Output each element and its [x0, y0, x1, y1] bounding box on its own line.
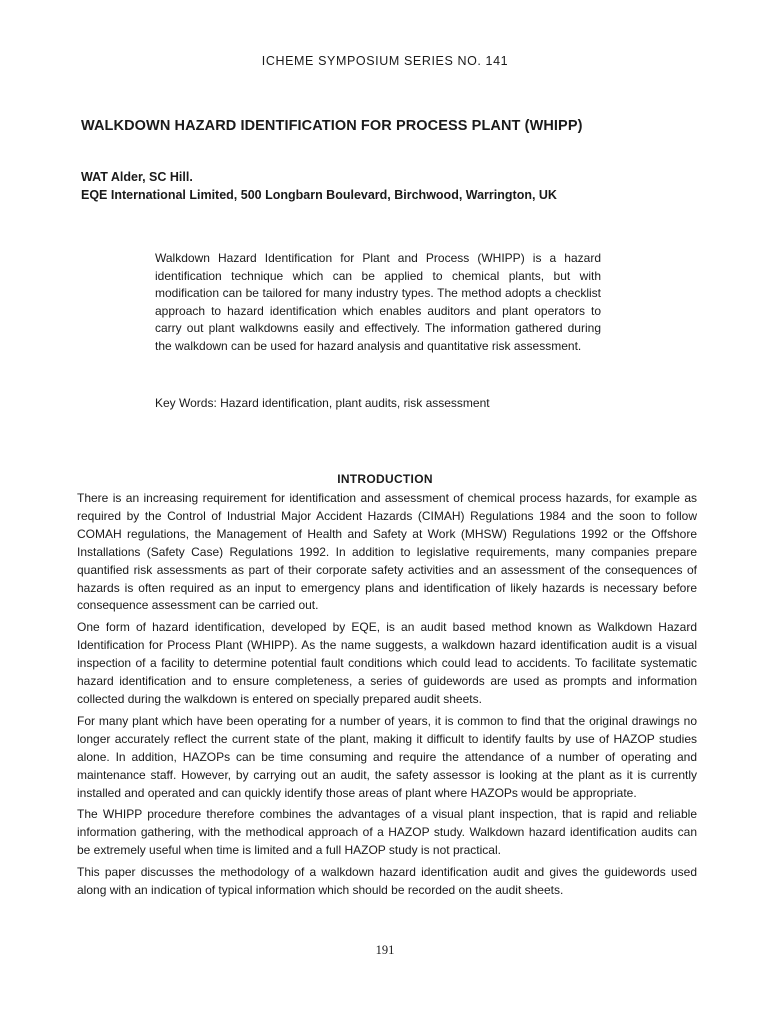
keywords: Key Words: Hazard identification, plant audits, risk assessment — [155, 396, 490, 410]
author-affiliation: EQE International Limited, 500 Longbarn Boulevard, Birchwood, Warrington, UK — [81, 188, 557, 202]
author-names: WAT Alder, SC Hill. — [81, 170, 193, 184]
paragraph: This paper discusses the methodology of a walkdown hazard identification audit and gives the guidewords used along with an indication of typical information which should be recorded on the audit sheets. — [77, 865, 697, 898]
section-heading-introduction: INTRODUCTION — [337, 472, 433, 486]
paragraph: There is an increasing requirement for identification and assessment of chemical process hazards, for example as required by the Control of Industrial Major Accident Hazards (CIMAH) Regulations 1984 and the soon to follow COMAH regulations, the Management of Health and Safety at Work (MHSW) Regulations 1992 or the Offshore Installations (Safety Case) Regulations 1992. In addition to legislative requirements, many companies prepare quantified risk assessments as part of their corporate safety activities and an assessment of the consequences of hazards is often required as an input to emergency plans and identification of likely hazards is necessary before consequence assessment can be carried out. — [77, 491, 697, 613]
abstract: Walkdown Hazard Identification for Plant and Process (WHIPP) is a hazard identification technique which can be applied to chemical plants, but with modification can be tailored for many industry types. The method adopts a checklist approach to hazard identification which enables auditors and plant operators to carry out plant walkdowns easily and effectively. The information gathered during the walkdown can be used for hazard analysis and quantitative risk assessment. — [155, 251, 601, 353]
paragraph: One form of hazard identification, developed by EQE, is an audit based method known as Walkdown Hazard Identification for Process Plant (WHIPP). As the name suggests, a walkdown hazard identification audit is a visual inspection of a facility to determine potential fault conditions which could lead to accidents. To facilitate systematic hazard identification and to ensure completeness, a series of guidewords are used as prompts and information collected during the walkdown is entered on specially prepared audit sheets. — [77, 620, 697, 706]
symposium-series-header: ICHEME SYMPOSIUM SERIES NO. 141 — [261, 54, 509, 68]
page-number: 191 — [375, 943, 395, 957]
author-block — [81, 168, 557, 204]
paragraph: For many plant which have been operating for a number of years, it is common to find that the original drawings no longer accurately reflect the current state of the plant, making it difficult to identify faults by use of HAZOP studies alone. In addition, HAZOPs can be time consuming and require the attendance of a number of operating and maintenance staff. However, by carrying out an audit, the safety assessor is looking at the plant as it is currently installed and operated and can quickly identify those areas of plant where HAZOPs would be appropriate. — [77, 713, 697, 800]
introduction-body — [77, 490, 697, 904]
paragraph: The WHIPP procedure therefore combines the advantages of a visual plant inspection, that is rapid and reliable information gathering, with the methodical approach of a HAZOP study. Walkdown hazard identification audits can be extremely useful when time is limited and a full HAZOP study is not practical. — [77, 807, 697, 858]
paper-title: WALKDOWN HAZARD IDENTIFICATION FOR PROCESS PLANT (WHIPP) — [81, 118, 583, 134]
